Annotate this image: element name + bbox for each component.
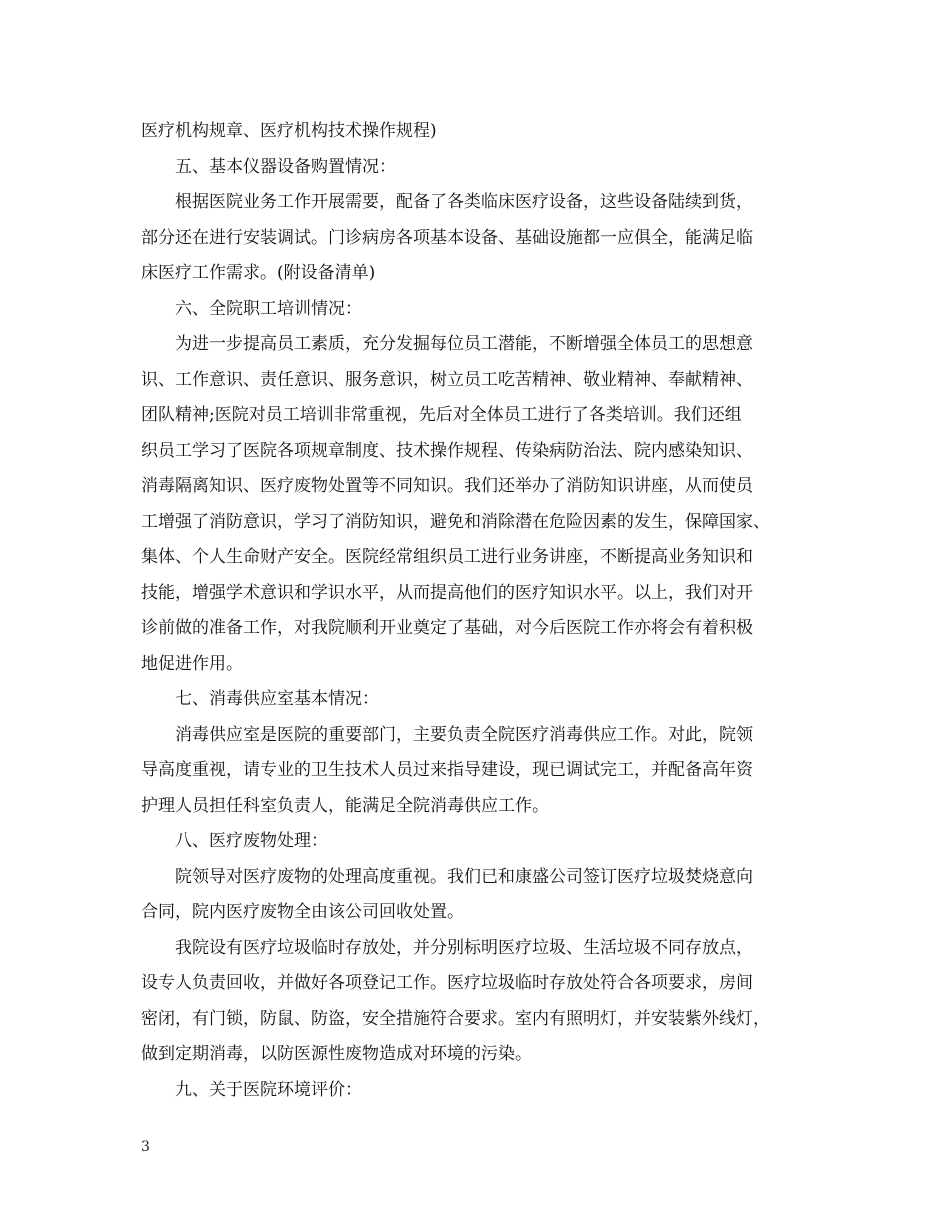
text-line: 工增强了消防意识，学习了消防知识，避免和消除潜在危险因素的发生，保障国家、 (141, 511, 770, 532)
text-line: 织员工学习了医院各项规章制度、技术操作规程、传染病防治法、院内感染知识、 (141, 440, 753, 461)
text-line: 医疗机构规章、医疗机构技术操作规程) (141, 121, 437, 141)
text-line: 地促进作用。 (141, 653, 243, 674)
text-line: 导高度重视，请专业的卫生技术人员过来指导建设，现已调试完工，并配备高年资 (141, 760, 753, 780)
section-heading-5: 五、基本仪器设备购置情况： (175, 156, 396, 177)
text-line: 设专人负责回收，并做好各项登记工作。医疗垃圾临时存放处符合各项要求，房间 (141, 973, 753, 993)
text-line: 消毒隔离知识、医疗废物处置等不同知识。我们还举办了消防知识讲座，从而使员 (141, 476, 753, 496)
document-body (141, 114, 831, 1108)
text-line: 合同，院内医疗废物全由该公司回收处置。 (141, 902, 464, 922)
text-line: 诊前做的准备工作，对我院顺利开业奠定了基础，对今后医院工作亦将会有着积极 (141, 618, 753, 638)
text-line: 根据医院业务工作开展需要，配备了各类临床医疗设备，这些设备陆续到货， (175, 192, 753, 212)
text-line: 我院设有医疗垃圾临时存放处，并分别标明医疗垃圾、生活垃圾不同存放点， (175, 937, 753, 958)
text-line: 密闭，有门锁，防鼠、防盗，安全措施符合要求。室内有照明灯，并安装紫外线灯， (141, 1008, 770, 1029)
text-line: 部分还在进行安装调试。门诊病房各项基本设备、基础设施都一应俱全，能满足临 (141, 227, 753, 248)
text-line: 团队精神;医院对员工培训非常重视，先后对全体员工进行了各类培训。我们还组 (141, 405, 742, 425)
text-line: 床医疗工作需求。(附设备清单) (141, 263, 376, 283)
section-heading-9: 九、关于医院环境评价： (175, 1079, 362, 1100)
page-number: 3 (141, 1139, 150, 1155)
text-line: 院领导对医疗废物的处理高度重视。我们已和康盛公司签订医疗垃圾焚烧意向 (175, 866, 753, 887)
section-heading-8: 八、医疗废物处理： (175, 831, 328, 851)
text-line: 集体、个人生命财产安全。医院经常组织员工进行业务讲座，不断提高业务知识和 (141, 547, 753, 567)
section-heading-7: 七、消毒供应室基本情况： (175, 689, 379, 709)
text-line: 做到定期消毒，以防医源性废物造成对环境的污染。 (141, 1044, 532, 1064)
text-line: 消毒供应室是医院的重要部门，主要负责全院医疗消毒供应工作。对此，院领 (175, 724, 753, 745)
section-heading-6: 六、全院职工培训情况： (175, 298, 362, 319)
text-line: 识、工作意识、责任意识、服务意识，树立员工吃苦精神、敬业精神、奉献精神、 (141, 369, 753, 390)
text-line: 为进一步提高员工素质，充分发掘每位员工潜能，不断增强全体员工的思想意 (175, 334, 753, 354)
text-line: 护理人员担任科室负责人，能满足全院消毒供应工作。 (141, 795, 549, 816)
text-line: 技能，增强学术意识和学识水平，从而提高他们的医疗知识水平。以上，我们对开 (141, 582, 753, 603)
